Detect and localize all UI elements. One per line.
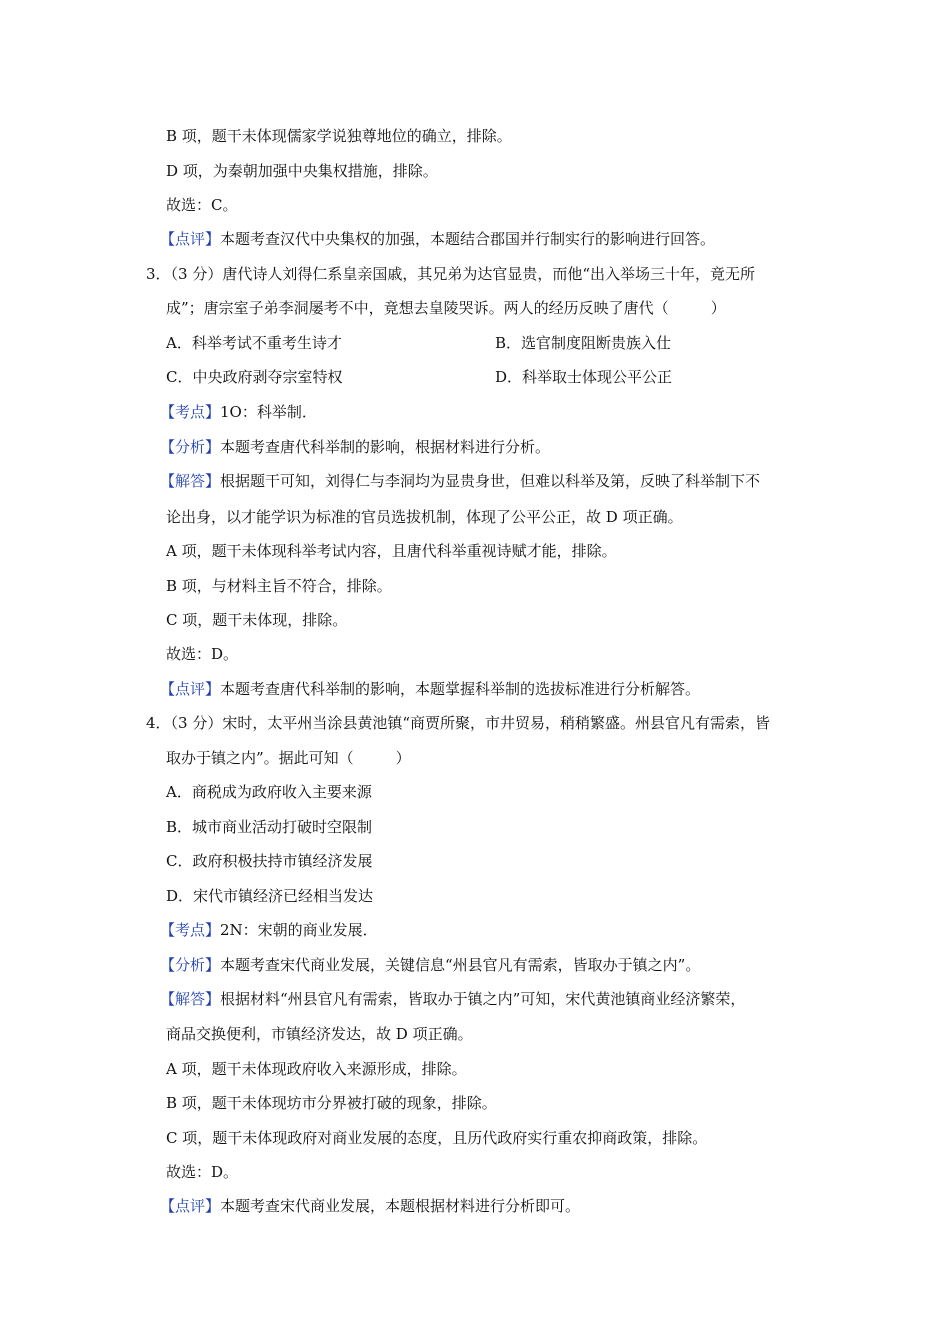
fenxi-text: 本题考查唐代科举制的影响，根据材料进行分析。 (220, 438, 551, 456)
review-tag: 【点评】 (160, 680, 221, 698)
stem-close: ） (395, 749, 411, 767)
q3-option-d: D．科举取士体现公平公正 (495, 368, 673, 386)
q3-option-b-explanation: B 项，与材料主旨不符合，排除。 (166, 577, 392, 595)
q4-option-a-explanation: A 项，题干未体现政府收入来源形成，排除。 (166, 1060, 467, 1078)
stem-text: 取办于镇之内”。据此可知（ (166, 749, 354, 767)
q3-solution-line2: 论出身，以才能学识为标准的官员选拔机制，体现了公平公正，故 D 项正确。 (166, 508, 683, 526)
q4-option-b-explanation: B 项，题干未体现坊市分界被打破的现象，排除。 (166, 1094, 497, 1112)
q4-knowledge-point (160, 920, 378, 940)
kaodian-tag: 【考点】 (160, 921, 221, 939)
jieda-text: 根据材料“州县官凡有需索，皆取办于镇之内”可知，宋代黄池镇商业经济繁荣， (220, 990, 746, 1008)
q3-options-row1 (166, 333, 866, 353)
q4-option-b: B．城市商业活动打破时空限制 (166, 818, 373, 836)
jieda-tag: 【解答】 (160, 472, 221, 490)
jieda-text: 根据题干可知，刘得仁与李洞均为显贵身世，但难以科举及第，反映了科举制下不 (220, 472, 761, 490)
q3-stem-line1: 3．（3 分）唐代诗人刘得仁系皇亲国戚，其兄弟为达官显贵，而他“出入举场三十年，竟无所 (146, 265, 756, 283)
q4-solution-line2: 商品交换便利，市镇经济发达，故 D 项正确。 (166, 1025, 473, 1043)
q3-option-c-explanation: C 项，题干未体现，排除。 (166, 611, 348, 629)
q3-review (160, 679, 700, 699)
q3-solution-line1 (160, 471, 760, 491)
q4-option-c-explanation: C 项，题干未体现政府对商业发展的态度，且历代政府实行重农抑商政策，排除。 (166, 1129, 708, 1147)
kaodian-text: 1O：科举制． (220, 403, 317, 421)
kaodian-tag: 【考点】 (160, 403, 221, 421)
q3-option-a-explanation: A 项，题干未体现科举考试内容，且唐代科举重视诗赋才能，排除。 (166, 542, 617, 560)
q2-review (160, 229, 715, 249)
stem-text: 成”；唐宗室子弟李洞屡考不中，竟想去皇陵哭诉。两人的经历反映了唐代（ (166, 299, 669, 317)
q2-answer: 故选：C。 (166, 196, 238, 214)
q4-option-c: C．政府积极扶持市镇经济发展 (166, 852, 373, 870)
q3-option-c: C．中央政府剥夺宗室特权 (166, 368, 343, 386)
review-tag: 【点评】 (160, 230, 221, 248)
q4-answer: 故选：D。 (166, 1163, 239, 1181)
q4-option-d: D．宋代市镇经济已经相当发达 (166, 887, 374, 905)
jieda-tag: 【解答】 (160, 990, 221, 1008)
q3-option-b: B．选官制度阻断贵族入仕 (495, 334, 672, 352)
q4-option-a: A．商税成为政府收入主要来源 (166, 783, 372, 801)
review-text: 本题考查汉代中央集权的加强，本题结合郡国并行制实行的影响进行回答。 (220, 230, 716, 248)
review-text: 本题考查宋代商业发展，本题根据材料进行分析即可。 (220, 1197, 581, 1215)
q3-options-row2 (166, 367, 866, 387)
review-text: 本题考查唐代科举制的影响，本题掌握科举制的选拔标准进行分析解答。 (220, 680, 701, 698)
q3-stem-line2 (166, 298, 726, 318)
q4-analysis (160, 955, 700, 975)
q4-solution-line1 (160, 989, 745, 1009)
fenxi-tag: 【分析】 (160, 956, 221, 974)
q3-analysis (160, 437, 550, 457)
q3-answer: 故选：D。 (166, 645, 239, 663)
stem-close: ） (710, 299, 726, 317)
fenxi-text: 本题考查宋代商业发展，关键信息“州县官凡有需索，皆取办于镇之内”。 (220, 956, 701, 974)
fenxi-tag: 【分析】 (160, 438, 221, 456)
kaodian-text: 2N：宋朝的商业发展． (220, 921, 378, 939)
q4-review (160, 1196, 580, 1216)
q4-stem-line2 (166, 748, 411, 768)
q3-option-a: A．科举考试不重考生诗才 (166, 334, 342, 352)
q2-option-b-explanation: B 项，题干未体现儒家学说独尊地位的确立，排除。 (166, 127, 512, 145)
q3-knowledge-point (160, 402, 317, 422)
review-tag: 【点评】 (160, 1197, 221, 1215)
q4-stem-line1: 4．（3 分）宋时，太平州当涂县黄池镇“商贾所聚，市井贸易，稍稍繁盛。州县官凡有需索，皆 (146, 714, 771, 732)
q2-option-d-explanation: D 项，为秦朝加强中央集权措施，排除。 (166, 162, 438, 180)
